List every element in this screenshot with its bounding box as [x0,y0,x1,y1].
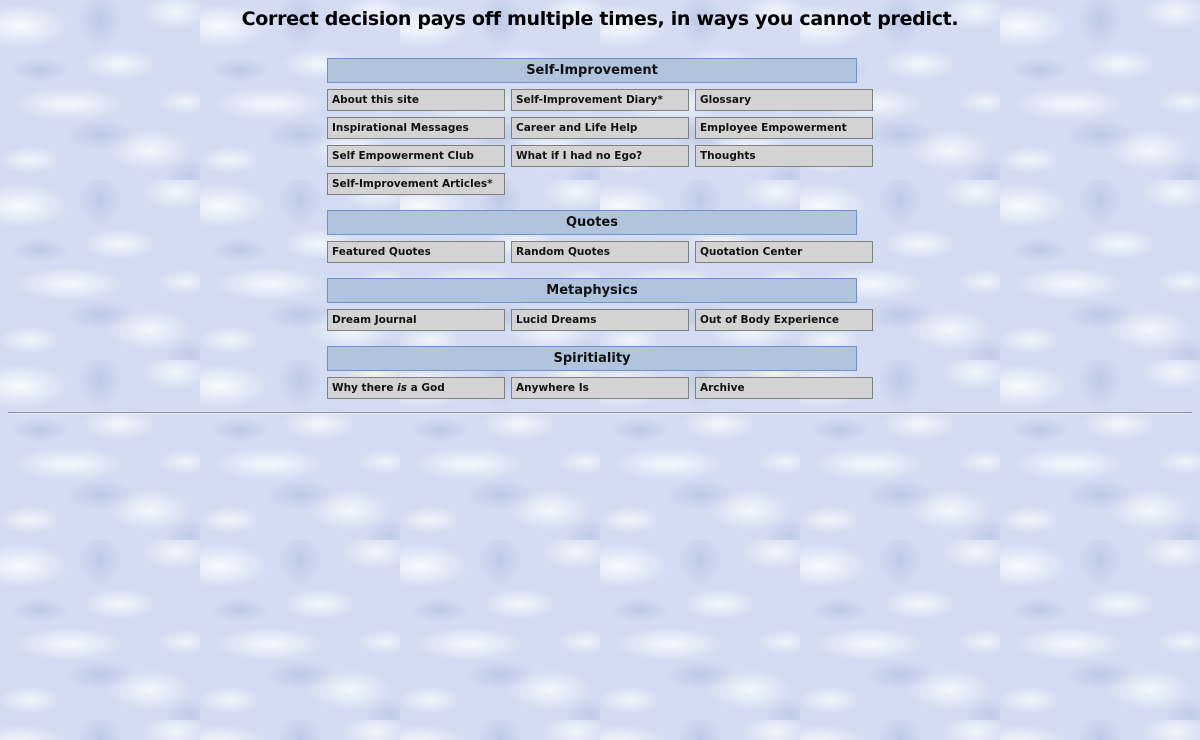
link-out-of-body-experience[interactable]: Out of Body Experience [695,309,873,331]
link-grid [327,89,873,195]
link-label-post: a God [407,382,445,394]
navigation-menu [327,58,873,414]
section-self-improvement [327,58,873,195]
link-self-improvement-diary[interactable]: Self-Improvement Diary* [511,89,689,111]
link-grid [327,309,873,331]
horizontal-rule [8,412,1192,414]
link-self-improvement-articles[interactable]: Self-Improvement Articles* [327,173,505,195]
link-grid [327,241,873,263]
section-metaphysics [327,278,873,331]
section-heading: Metaphysics [327,278,857,303]
link-career-and-life-help[interactable]: Career and Life Help [511,117,689,139]
link-glossary[interactable]: Glossary [695,89,873,111]
link-why-there-is-a-god[interactable] [327,377,505,399]
link-random-quotes[interactable]: Random Quotes [511,241,689,263]
link-archive[interactable]: Archive [695,377,873,399]
link-what-if-i-had-no-ego[interactable]: What if I had no Ego? [511,145,689,167]
link-employee-empowerment[interactable]: Employee Empowerment [695,117,873,139]
link-featured-quotes[interactable]: Featured Quotes [327,241,505,263]
section-spirituality [327,346,873,399]
section-heading: Spiritiality [327,346,857,371]
section-heading: Quotes [327,210,857,235]
link-grid [327,377,873,399]
section-quotes [327,210,873,263]
link-inspirational-messages[interactable]: Inspirational Messages [327,117,505,139]
link-lucid-dreams[interactable]: Lucid Dreams [511,309,689,331]
link-about-this-site[interactable]: About this site [327,89,505,111]
link-dream-journal[interactable]: Dream Journal [327,309,505,331]
link-anywhere-is[interactable]: Anywhere Is [511,377,689,399]
section-heading: Self-Improvement [327,58,857,83]
link-label-emphasis: is [397,382,407,394]
link-self-empowerment-club[interactable]: Self Empowerment Club [327,145,505,167]
link-thoughts[interactable]: Thoughts [695,145,873,167]
link-label-pre: Why there [332,382,398,394]
link-quotation-center[interactable]: Quotation Center [695,241,873,263]
page-title: Correct decision pays off multiple times, in ways you cannot predict. [241,8,959,30]
